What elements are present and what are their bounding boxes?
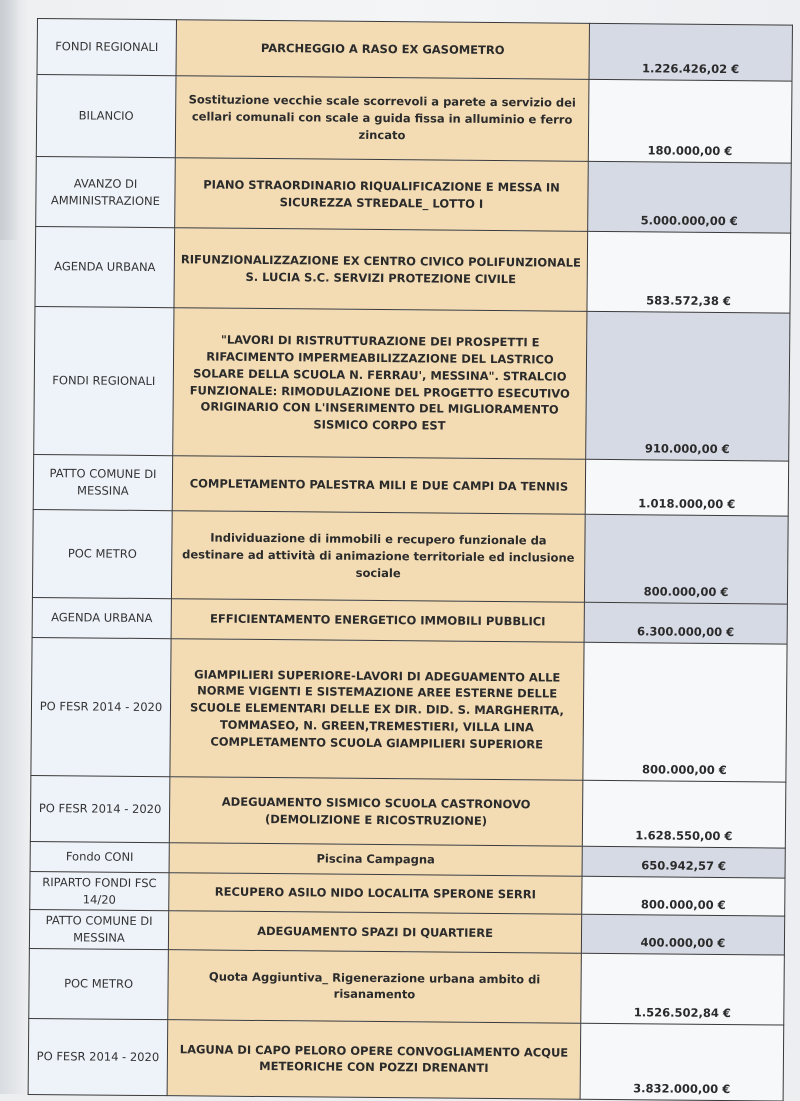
table-row [36, 75, 792, 164]
amount-cell: 1.226.426,02 € [589, 23, 792, 81]
funding-table-body [28, 19, 792, 1101]
table-row [35, 226, 791, 313]
amount-cell: 400.000,00 € [581, 915, 784, 955]
funding-source-cell: AGENDA URBANA [35, 226, 175, 307]
funding-source-cell: PO FESR 2014 - 2020 [30, 775, 170, 842]
project-description-cell: RIFUNZIONALIZZAZIONE EX CENTRO CIVICO POLIFUNZIONALE S. LUCIA S.C. SERVIZI PROTEZIONE CIVILE [174, 228, 588, 312]
table-row [32, 597, 787, 644]
page-curl-shadow [0, 0, 20, 240]
table-row [28, 1018, 784, 1101]
funding-source-cell: PO FESR 2014 - 2020 [31, 637, 171, 776]
funding-source-cell: PO FESR 2014 - 2020 [28, 1018, 168, 1095]
amount-cell: 5.000.000,00 € [588, 161, 792, 233]
amount-cell: 3.832.000,00 € [580, 1023, 784, 1101]
project-description-cell: EFFICIENTAMENTO ENERGETICO IMMOBILI PUBBLICI [171, 599, 584, 643]
amount-cell: 180.000,00 € [588, 79, 792, 163]
project-description-cell: Sostituzione vecchie scale scorrevoli a parete a servizio dei cellari comunali con scale a guida fissa in alluminio e ferro zincato [175, 76, 589, 162]
table-row [32, 509, 788, 604]
amount-cell: 650.942,57 € [582, 846, 785, 878]
project-description-cell: RECUPERO ASILO NIDO LOCALITA SPERONE SERRI [169, 873, 582, 915]
table-row [29, 910, 784, 955]
funding-table [28, 18, 793, 1101]
funding-source-cell: POC METRO [29, 948, 169, 1019]
table-row [36, 156, 792, 233]
table-row [29, 948, 785, 1025]
funding-source-cell: BILANCIO [36, 75, 176, 158]
funding-source-cell: PATTO COMUNE DI MESSINA [33, 454, 172, 510]
amount-cell: 800.000,00 € [583, 642, 787, 782]
table-row [37, 19, 792, 82]
amount-cell: 1.526.502,84 € [581, 953, 785, 1025]
funding-source-cell: FONDI REGIONALI [34, 306, 174, 455]
project-description-cell: ADEGUAMENTO SISMICO SCUOLA CASTRONOVO (DEMOLIZIONE E RICOSTRUZIONE) [169, 777, 583, 847]
project-description-cell: Quota Aggiuntiva_ Rigenerazione urbana ambito di risanamento [168, 949, 582, 1023]
table-row [31, 637, 787, 782]
table-row [30, 871, 785, 916]
project-description-cell: ADEGUAMENTO SPAZI DI QUARTIERE [168, 911, 581, 953]
amount-cell: 583.572,38 € [587, 231, 791, 313]
table-row [33, 454, 788, 516]
amount-cell: 1.018.000,00 € [585, 459, 788, 516]
project-description-cell: PARCHEGGIO A RASO EX GASOMETRO [176, 20, 589, 80]
funding-source-cell: AGENDA URBANA [32, 597, 171, 638]
funding-source-cell: FONDI REGIONALI [37, 19, 176, 76]
project-description-cell: COMPLETAMENTO PALESTRA MILI E DUE CAMPI DA TENNIS [172, 456, 585, 515]
project-description-cell: Individuazione di immobili e recupero funzionale da destinare ad attività di animazione territoriale ed inclusione sociale [171, 511, 585, 603]
project-description-cell: "LAVORI DI RISTRUTTURAZIONE DEI PROSPETTI E RIFACIMENTO IMPERMEABILIZZAZIONE DEL LASTRICO SOLARE DELLA SCUOLA N. FERRAU', MESSINA". STRALCIO FUNZIONALE: RIMODULAZIONE DEL PROGETTO ESECUTIVO ORIGINARIO CON L'INSERIMENTO DEL MIGLIORAMENTO SISMICO CORPO EST [173, 308, 587, 460]
funding-source-cell: PATTO COMUNE DI MESSINA [29, 910, 168, 950]
project-description-cell: GIAMPILIERI SUPERIORE-LAVORI DI ADEGUAMENTO ALLE NORME VIGENTI E SISTEMAZIONE AREE ESTERNE DELLE SCUOLE ELEMENTARI DELLE EX DIR. DID. S. MARGHERITA, TOMMASEO, N. GREEN,TREMESTIERI, VILLA LINA COMPLETAMENTO SCUOLA GIAMPILIERI SUPERIORE [170, 639, 584, 781]
project-description-cell: LAGUNA DI CAPO PELORO OPERE CONVOGLIAMENTO ACQUE METEORICHE CON POZZI DRENANTI [167, 1019, 581, 1099]
table-row [30, 775, 786, 848]
amount-cell: 800.000,00 € [582, 876, 785, 916]
project-description-cell: PIANO STRAORDINARIO RIQUALIFICAZIONE E MESSA IN SICUREZZA STREDALE_ LOTTO I [175, 158, 589, 232]
funding-source-cell: AVANZO DI AMMINISTRAZIONE [36, 156, 176, 227]
amount-cell: 910.000,00 € [586, 311, 790, 461]
project-description-cell: Piscina Campagna [169, 843, 582, 877]
amount-cell: 800.000,00 € [584, 514, 788, 604]
amount-cell: 6.300.000,00 € [584, 602, 787, 644]
funding-source-cell: RIPARTO FONDI FSC 14/20 [30, 871, 169, 911]
funding-source-cell: Fondo CONI [30, 841, 169, 872]
funding-source-cell: POC METRO [32, 509, 172, 598]
table-row [34, 306, 790, 461]
amount-cell: 1.628.550,00 € [582, 780, 786, 848]
